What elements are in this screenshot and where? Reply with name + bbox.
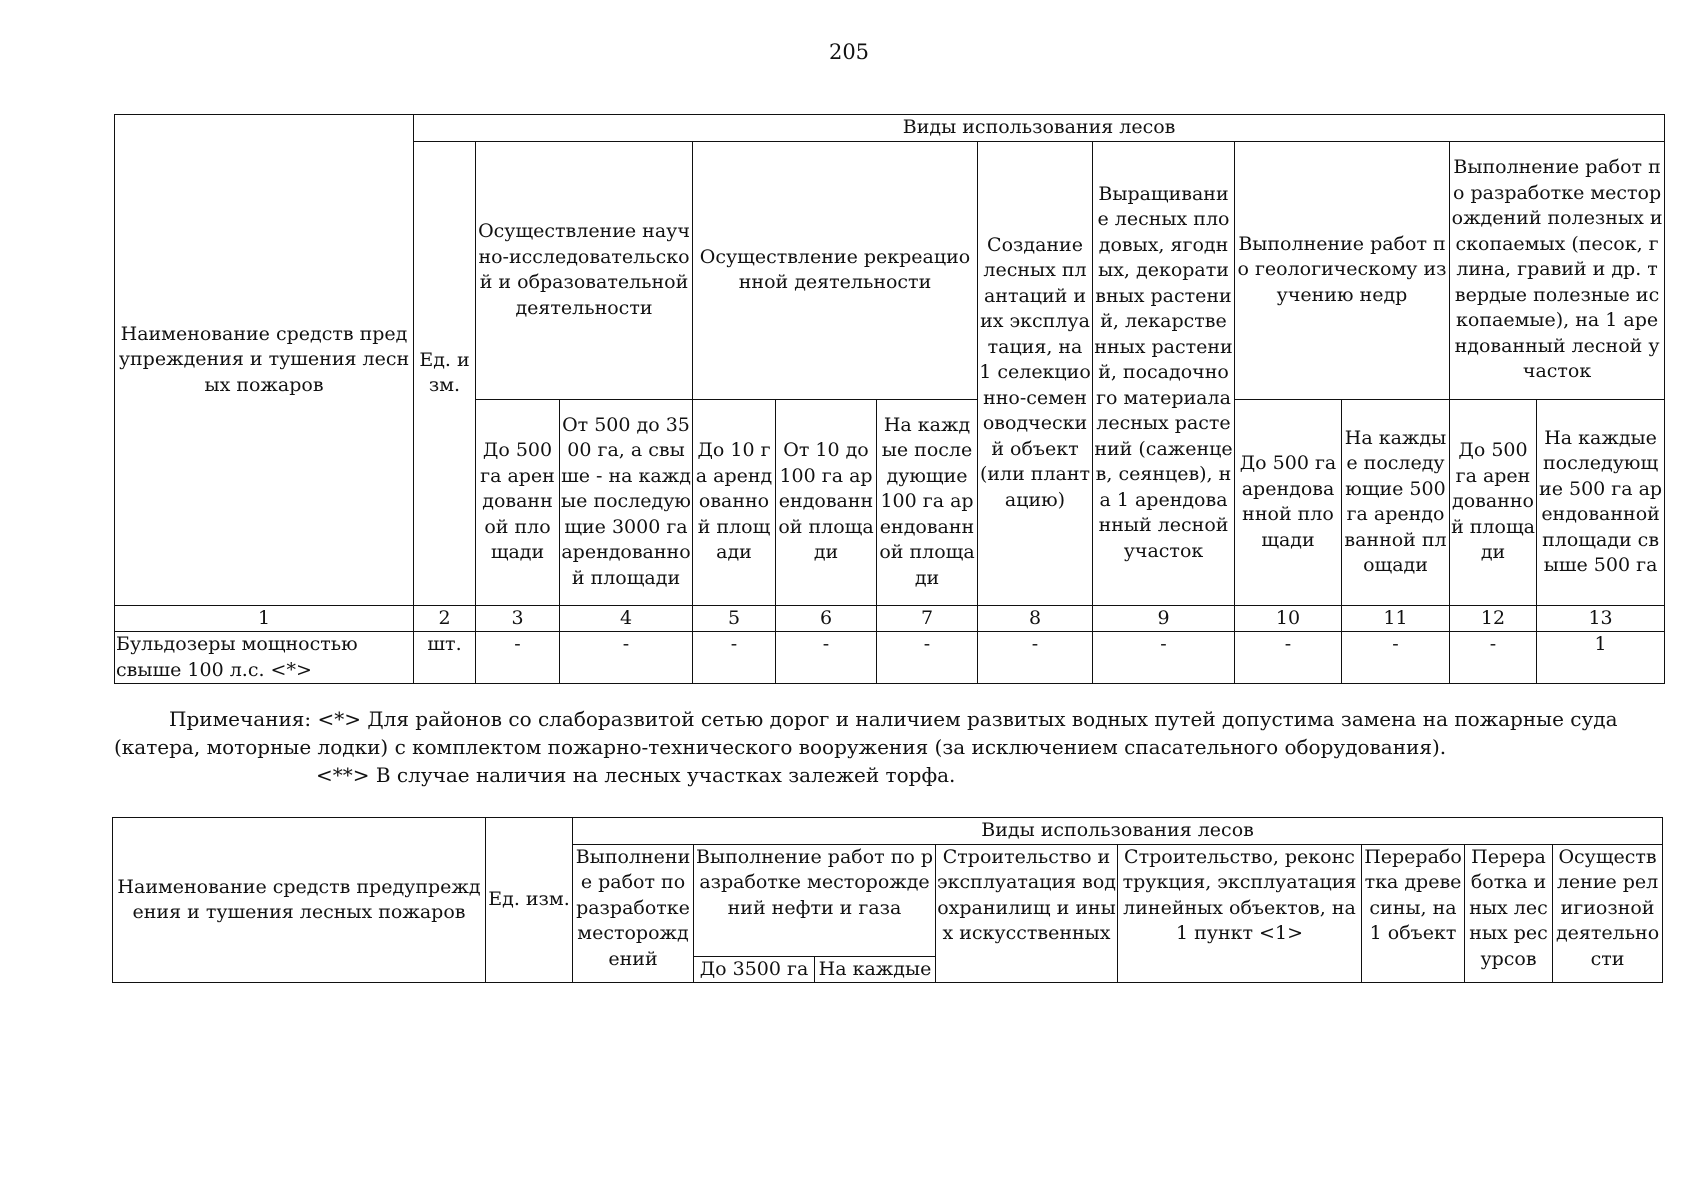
column-number: 6 [776,605,877,632]
column-number: 7 [877,605,978,632]
subheader-col13: На каждые последующие 500 га арендованной площади свыше 500 га [1537,399,1665,605]
header-forest-use-types: Виды использования лесов [414,115,1665,142]
row-value: - [978,632,1093,684]
column-number: 13 [1537,605,1665,632]
column-number: 12 [1450,605,1537,632]
row-value: - [1450,632,1537,684]
header-geology: Выполнение работ по геологическому изучению недр [1235,141,1450,399]
row-value: - [877,632,978,684]
row-value: - [1235,632,1342,684]
column-number: 11 [1342,605,1450,632]
header-linear-objects: Строительство, реконструкция, эксплуатация линейных объектов, на 1 пункт <1> [1118,844,1362,983]
notes [114,705,1674,789]
subheader-col7: На каждые последующие 100 га арендованной площади [877,399,978,605]
header-deposits: Выполнение работ по разработке месторождений [573,844,694,983]
note-footnote-2: <**> В случае наличия на лесных участках залежей торфа. [316,763,956,787]
row-value: - [560,632,693,684]
header-science-education: Осуществление научно-исследовательской и образовательной деятельности [476,141,693,399]
column-number: 2 [414,605,476,632]
header-name-column: Наименование средств предупреждения и тушения лесных пожаров [115,115,414,606]
subheader-col11: На каждые последующие 500 га арендованной площади [1342,399,1450,605]
header-unit-column: Ед. изм. [414,141,476,605]
subheader-col10: До 500 га арендованной площади [1235,399,1342,605]
column-number: 3 [476,605,560,632]
header-growing-plants: Выращивание лесных плодовых, ягодных, декоративных растений, лекарственных растений, посадочного материала лесных растений (саженцев, сеянцев), на 1 арендованный лесной участок [1093,141,1235,605]
forest-fire-equipment-table [114,114,1665,684]
header-forest-use-types: Виды использования лесов [573,818,1663,845]
header-religious: Осуществление религиозной деятельности [1553,844,1663,983]
subheader-col6: От 10 до 100 га арендованной площади [776,399,877,605]
row-value: - [693,632,776,684]
header-unit-column: Ед. изм. [486,818,573,983]
header-mineral-deposits: Выполнение работ по разработке месторождений полезных ископаемых (песок, глина, гравий и др. твердые полезные ископаемые), на 1 арендованный лесной участок [1450,141,1665,399]
subheader-col12: До 500 га арендованной площади [1450,399,1537,605]
column-number: 10 [1235,605,1342,632]
header-name-column: Наименование средств предупреждения и тушения лесных пожаров [113,818,486,983]
row-value: - [1093,632,1235,684]
header-plantations: Создание лесных плантаций и их эксплуатация, на 1 селекционно-семеноводческий объект (или плантацию) [978,141,1093,605]
row-value: - [476,632,560,684]
column-number: 9 [1093,605,1235,632]
header-reservoirs: Строительство и эксплуатация водохранилищ и иных искусственных [936,844,1118,983]
row-equipment-name: Бульдозеры мощностью свыше 100 л.с. <*> [115,632,414,684]
column-number: 1 [115,605,414,632]
subheader-col3: До 500 га арендованной площади [476,399,560,605]
table-row [115,632,1665,684]
header-wood-processing: Переработка древесины, на 1 объект [1362,844,1465,983]
subheader-col5: До 10 га арендованной площади [693,399,776,605]
row-value: - [776,632,877,684]
column-number: 8 [978,605,1093,632]
subheader-oil-gas-2: На каждые [815,956,936,983]
subheader-col4: От 500 до 3500 га, а свыше - на каждые последующие 3000 га арендованной площади [560,399,693,605]
subheader-oil-gas-1: До 3500 га [694,956,815,983]
column-number: 4 [560,605,693,632]
column-number: 5 [693,605,776,632]
header-other-resources: Переработка иных лесных ресурсов [1465,844,1553,983]
note-footnote-1: Примечания: <*> Для районов со слаборазвитой сетью дорог и наличием развитых водных путей допустима замена на пожарные суда (катера, моторные лодки) с комплектом пожарно-технического вооружения (за исключением спасательного оборудования). [114,707,1618,759]
header-oil-gas: Выполнение работ по разработке месторождений нефти и газа [694,844,936,956]
forest-fire-equipment-table-continued [112,817,1663,983]
header-recreation: Осуществление рекреационной деятельности [693,141,978,399]
page-number: 205 [828,40,870,64]
row-value: 1 [1537,632,1665,684]
row-unit: шт. [414,632,476,684]
row-value: - [1342,632,1450,684]
column-number-row [115,605,1665,632]
